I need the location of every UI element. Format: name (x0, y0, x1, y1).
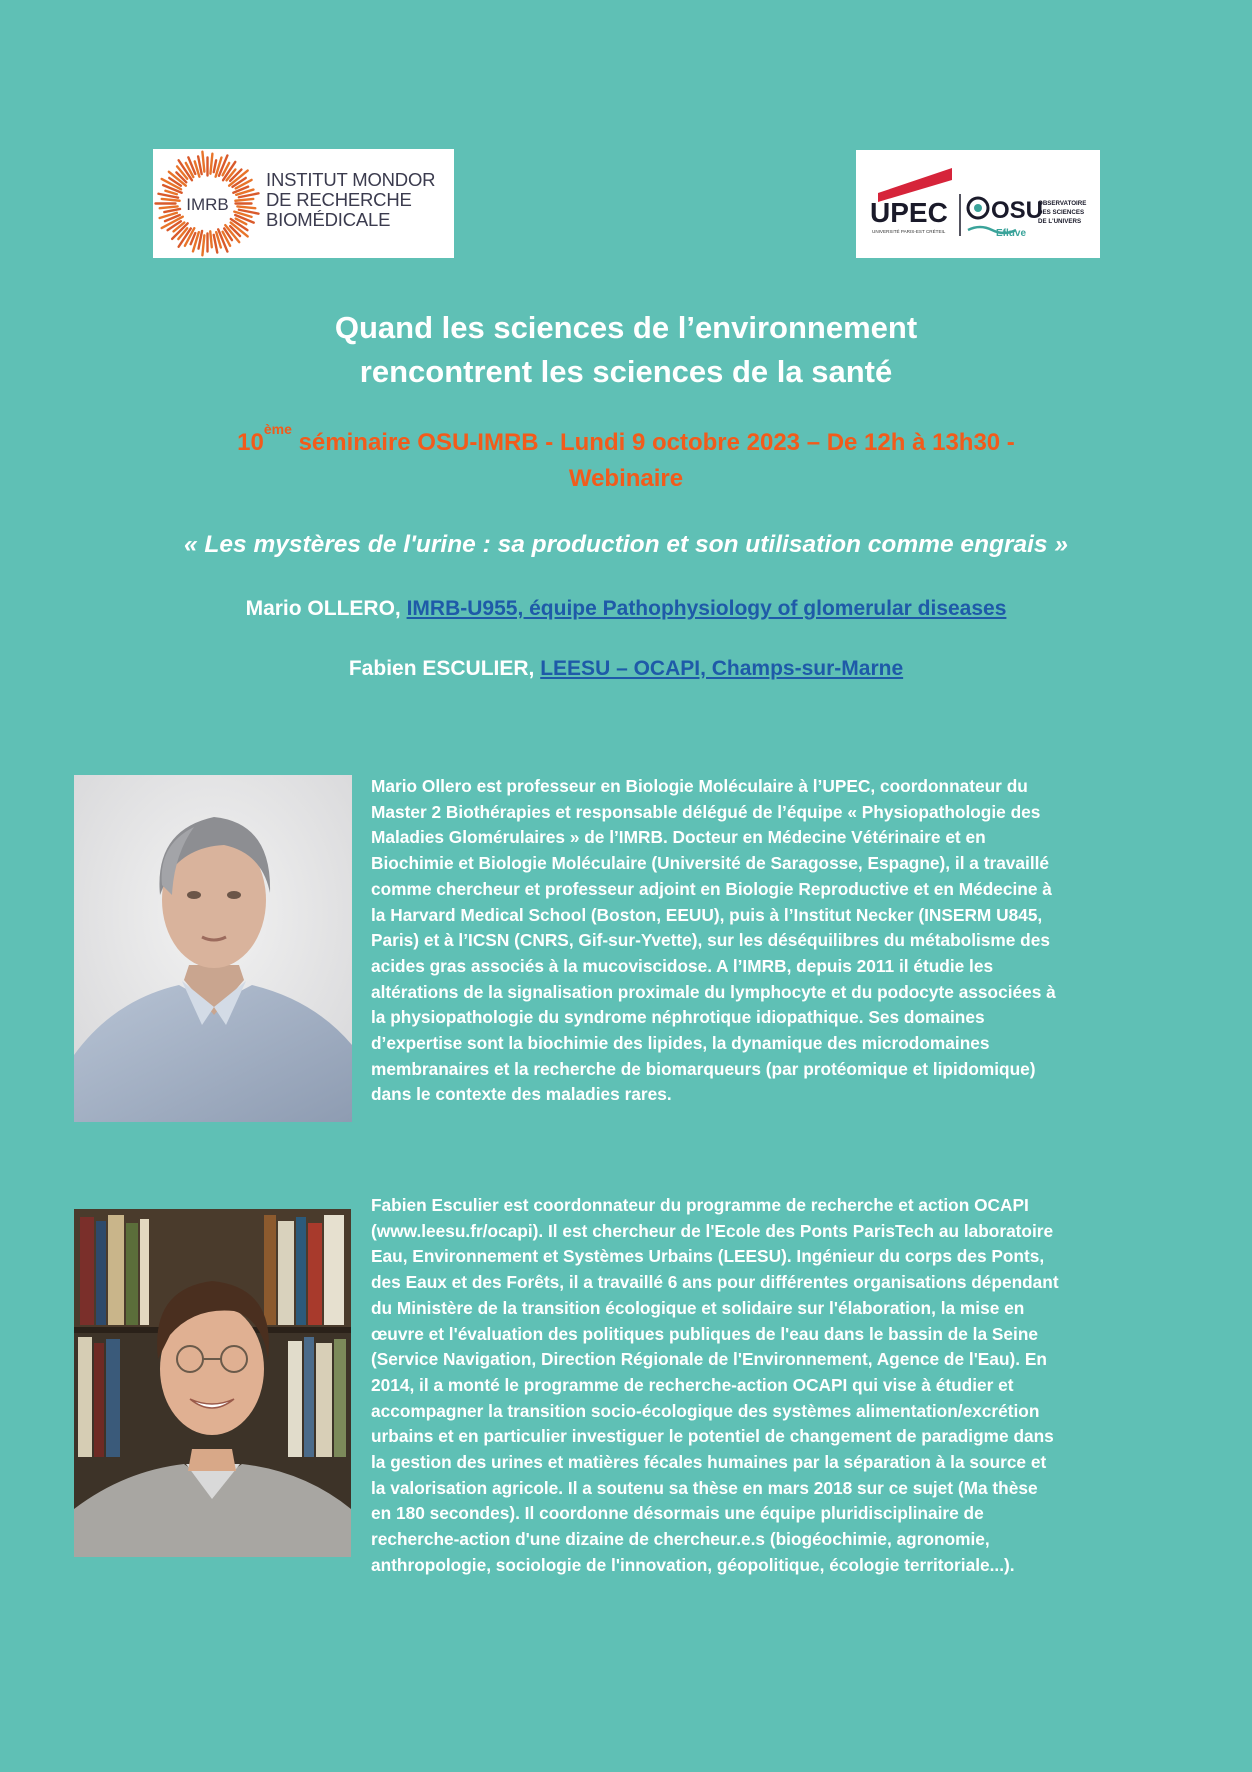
imrb-ray (160, 206, 178, 208)
osu-tagline-3: DE L'UNIVERS (1038, 218, 1082, 225)
imrb-line-3: BIOMÉDICALE (266, 209, 391, 230)
bio-line: dans le contexte des maladies rares. (371, 1084, 672, 1105)
imrb-ray (164, 209, 180, 212)
upec-osu-mark (856, 150, 1100, 258)
bio-line: Mario Ollero est professeur en Biologie Moléculaire à l’UPEC, coordonnateur du (371, 776, 1028, 796)
bio-line: accompagner la transition socio-écologique des systèmes alimentation/excrétion (371, 1400, 1040, 1421)
seminar-number: 10 (237, 429, 264, 456)
bio-line: membranaires et la recherche de biomarqueurs (par protéomique et lipidomique) (371, 1058, 1036, 1079)
bio-line: Eau, Environnement et Systèmes Urbains (LEESU). Ingénieur du corps des Ponts, (371, 1246, 1045, 1267)
title-line-2: rencontrent les sciences de la santé (359, 354, 893, 389)
bio-line: urbains et en particulier investiguer le potentiel de changement de paradigme dans (371, 1426, 1054, 1447)
title-line-1: Quand les sciences de l’environnement (334, 310, 918, 345)
imrb-line-1: INSTITUT MONDOR (266, 169, 436, 190)
imrb-ray (202, 235, 204, 255)
upec-subtitle: UNIVERSITÉ PARIS-EST CRÉTEIL (872, 229, 946, 234)
bio-line: du Ministère de la transition écologique et solidaire sur l'élaboration, la mise en (371, 1297, 1025, 1318)
seminar-superscript: ème (263, 421, 292, 437)
bio-line: d’expertise sont la biochimie des lipides, la dynamique des microdomaines (371, 1033, 990, 1054)
bio-line: la Harvard Medical School (Boston, EEUU), puis à l’Institut Necker (INSERM U845, (371, 904, 1043, 925)
imrb-ray (210, 154, 212, 174)
osu-text: OSU (991, 197, 1044, 224)
talk-title: « Les mystères de l'urine : sa production et son utilisation comme engrais » (184, 531, 1068, 558)
bio-line: (Service Navigation, Direction Régionale de l'Environnement, Agence de l'Eau). En (371, 1349, 1047, 1370)
imrb-wordmark (266, 170, 454, 230)
speaker-ollero (120, 594, 1132, 624)
bio-line: Biochimie et Biologie Moléculaire (Université de Saragosse, Espagne), il a travaillé (371, 853, 1050, 874)
imrb-ray (162, 199, 180, 201)
osu-circle-dot-icon (974, 204, 982, 212)
bio-line: œuvre et l'évaluation des politiques publiques de l'eau dans le bassin de la Seine (371, 1323, 1038, 1344)
speaker-ollero-affiliation-link[interactable]: IMRB-U955, équipe Pathophysiology of glomerular diseases (406, 597, 1007, 620)
bio-fabien-esculier (371, 1193, 1111, 1579)
speaker-ollero-name: Mario OLLERO, (245, 597, 407, 620)
portrait-ollero-image (74, 775, 352, 1122)
osu-tagline-1: OBSERVATOIRE (1038, 200, 1087, 207)
bio-line: altérations de la signalisation proximale du lymphocyte et du podocyte associées à (371, 981, 1056, 1002)
bio-line: la gestion des urines et matières fécales humaines par la séparation à la source et (371, 1452, 1047, 1473)
speaker-esculier (120, 654, 1132, 684)
bio-line: des Eaux et des Forêts, il a travaillé 6 ans pour différentes organisations dépendant (371, 1272, 1059, 1293)
imrb-ray (237, 206, 255, 208)
seminar-info (120, 421, 1132, 497)
bio-mario-ollero (371, 774, 1111, 1108)
speaker-esculier-name: Fabien ESCULIER, (348, 657, 541, 680)
imrb-mark-text: IMRB (186, 195, 229, 214)
bio-line: Maladies Glomérulaires » de l’IMRB. Docteur en Médecine Vétérinaire et en (371, 827, 986, 848)
bio-line: (www.leesu.fr/ocapi). Il est chercheur de l'Ecole des Ponts ParisTech au laboratoire (371, 1220, 1054, 1241)
imrb-logo (153, 149, 454, 258)
seminar-line-2: Webinaire (568, 465, 684, 492)
bio-line: comme chercheur et professeur adjoint en Biologie Reproductive et en Médecine à (371, 878, 1052, 899)
bio-line: anthropologie, sociologie de l'innovation, géopolitique, écologie territoriale...). (371, 1554, 1015, 1575)
imrb-sunburst-icon (153, 149, 262, 258)
imrb-ray (202, 152, 204, 172)
bio-line: Fabien Esculier est coordonnateur du programme de recherche et action OCAPI (371, 1195, 1029, 1215)
bio-line: la valorisation agricole. Il a soutenu sa thèse en mars 2018 sur ce sujet (Ma thèse (371, 1477, 1038, 1498)
imrb-ray (235, 199, 253, 201)
osu-tagline-2: DES SCIENCES (1038, 209, 1085, 216)
seminar-details: séminaire OSU-IMRB - Lundi 9 octobre 2023 – De 12h à 13h30 - (291, 429, 1015, 456)
upec-osu-logo (856, 150, 1100, 258)
imrb-ray (214, 160, 216, 172)
imrb-ray (210, 231, 212, 247)
photo-mario-ollero (74, 775, 352, 1122)
upec-name: UPEC (870, 197, 948, 228)
bio-line: Master 2 Biothérapies et responsable délégué de l’équipe « Physiopathologie des (371, 801, 1041, 822)
seminar-line-1 (120, 421, 1132, 461)
photo-fabien-esculier (74, 1209, 351, 1557)
speaker-esculier-affiliation-link[interactable]: LEESU – OCAPI, Champs-sur-Marne (540, 657, 904, 680)
imrb-line-2: DE RECHERCHE (266, 189, 412, 210)
bio-line: recherche-action d'une dizaine de chercheur.e.s (biogéochimie, agronomie, (371, 1529, 990, 1550)
portrait-esculier-image (74, 1209, 351, 1557)
bio-line: acides gras associés à la mucoviscidose. A l’IMRB, depuis 2011 il étudie les (371, 955, 994, 976)
efluve-text: Efluve (996, 228, 1027, 239)
bio-line: 2014, il a monté le programme de recherche-action OCAPI qui vise à étudier et (371, 1374, 1014, 1395)
page-title (120, 306, 1132, 394)
bio-line: la physiopathologie du syndrome néphrotique idiopathique. Ses domaines (371, 1007, 985, 1028)
bio-line: en 180 secondes). Il coordonne désormais une équipe pluridisciplinaire de (371, 1503, 984, 1524)
bio-line: Paris) et à l’ICSN (CNRS, Gif-sur-Yvette), sur les déséquilibres du métabolisme des (371, 930, 1050, 951)
